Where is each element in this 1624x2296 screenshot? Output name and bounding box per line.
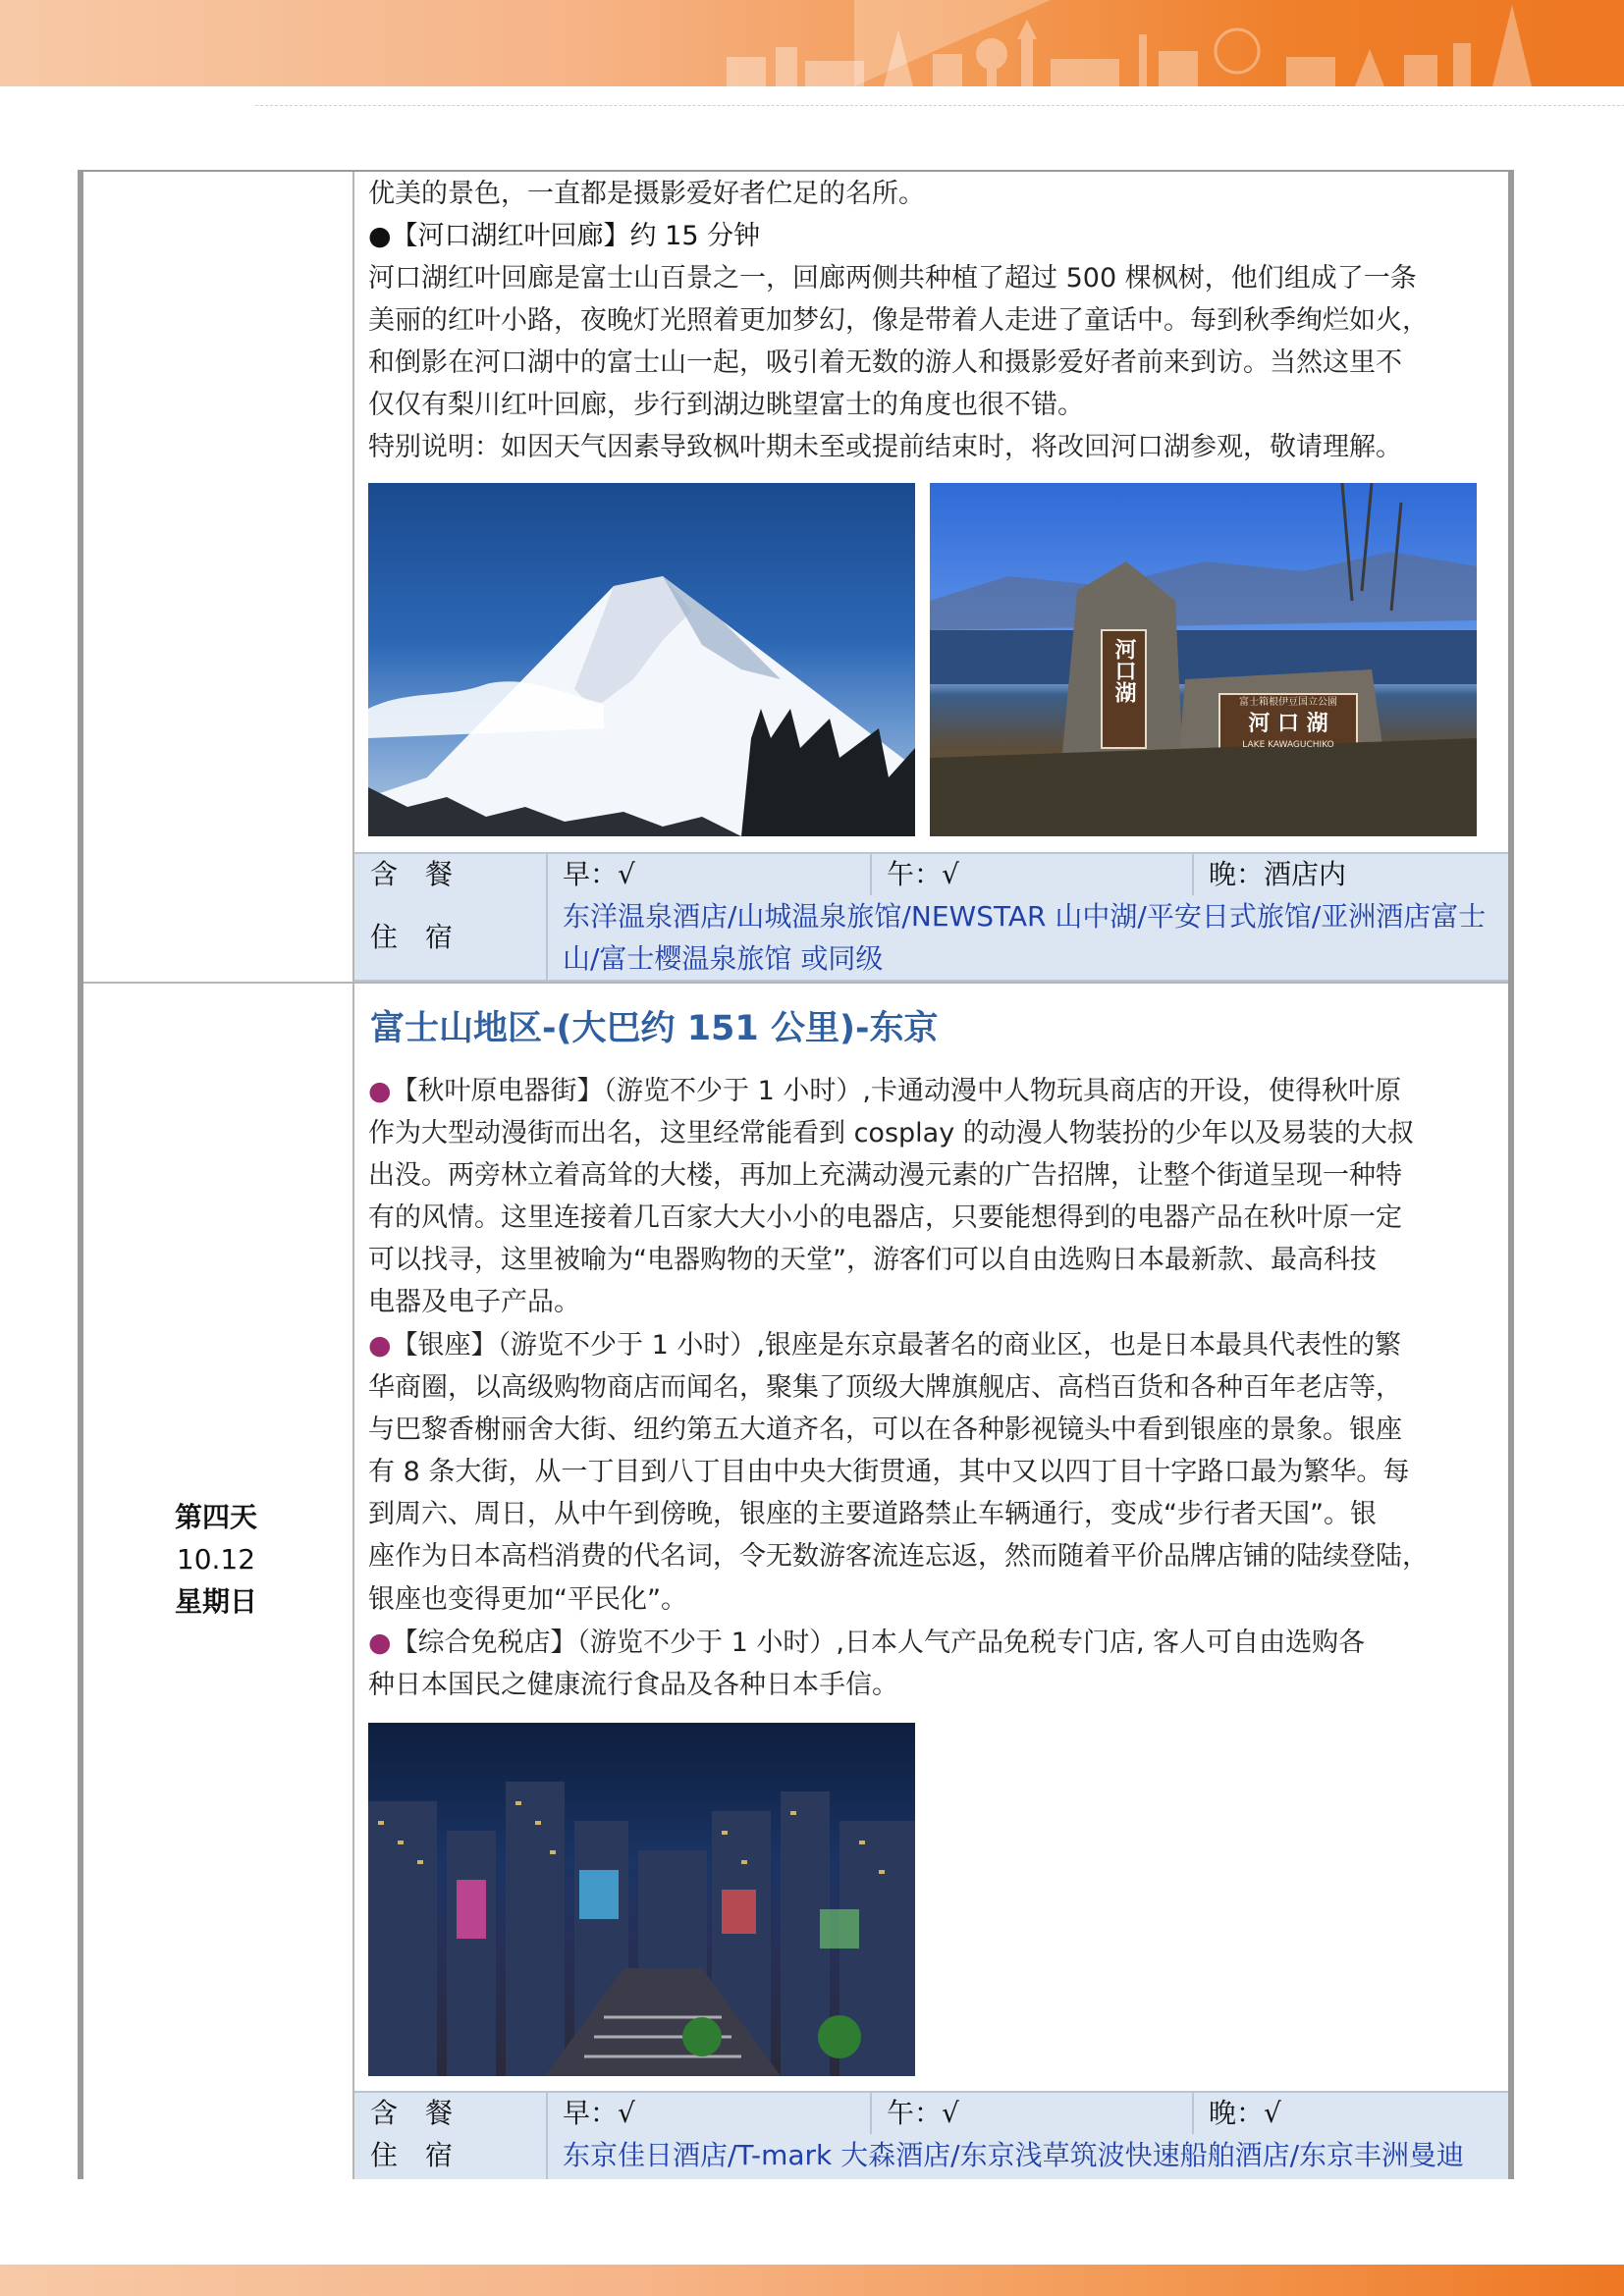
day-date: 10.12 — [176, 1543, 256, 1575]
table-border-top — [78, 170, 1514, 172]
hotel-list-line: 山/富士樱温泉旅馆 或同级 — [563, 942, 884, 975]
hotel-label: 住 宿 — [370, 2139, 454, 2171]
header-banner — [0, 0, 1624, 86]
breakfast-value: 早：√ — [563, 2097, 635, 2129]
hotel-list-line: 东洋温泉酒店/山城温泉旅馆/NEWSTAR 山中湖/平安日式旅馆/亚洲酒店富士 — [563, 900, 1487, 933]
bullet-icon: ● — [368, 1628, 392, 1658]
cell-divider — [546, 2093, 548, 2134]
paragraph-line: 作为大型动漫街而出名，这里经常能看到 cosplay 的动漫人物装扮的少年以及易装的大叔 — [368, 1118, 1414, 1148]
attraction-paragraph: ●【秋叶原电器街】（游览不少于 1 小时）,卡通动漫中人物玩具商店的开设，使得秋叶原 — [368, 1076, 1401, 1106]
cell-divider — [1192, 2093, 1194, 2134]
cell-divider — [546, 854, 548, 895]
paragraph-line: 种日本国民之健康流行食品及各种日本手信。 — [368, 1670, 898, 1700]
paragraph-line: 特别说明：如因天气因素导致枫叶期未至或提前结束时，将改回河口湖参观，敬请理解。 — [368, 432, 1402, 462]
lunch-value: 午：√ — [887, 858, 959, 890]
sign-text-main: 河 口 湖 — [1248, 712, 1328, 736]
paragraph-line: 和倒影在河口湖中的富士山一起，吸引着无数的游人和摄影爱好者前来到访。当然这里不 — [368, 347, 1402, 378]
cell-divider — [870, 2093, 872, 2134]
sign-subtitle: 富士箱根伊豆国立公園 — [1239, 697, 1337, 708]
attraction-heading: ●【河口湖红叶回廊】约 15 分钟 — [368, 221, 761, 251]
cell-divider — [870, 854, 872, 895]
cell-divider — [546, 895, 548, 980]
paragraph-line: 与巴黎香榭丽舍大街、纽约第五大道齐名，可以在各种影视镜头中看到银座的景象。银座 — [368, 1415, 1402, 1445]
bullet-icon: ● — [368, 1330, 392, 1361]
day-number: 第四天 — [174, 1501, 257, 1533]
route-title: 富士山地区-(大巴约 151 公里)-东京 — [370, 1009, 939, 1048]
hotel-list-line: 东京佳日酒店/T-mark 大森酒店/东京浅草筑波快速船舶酒店/东京丰洲曼迪 — [563, 2139, 1465, 2171]
paragraph-line: 银座也变得更加“平民化”。 — [368, 1584, 687, 1615]
cell-divider — [1192, 854, 1194, 895]
sign-monument-icon — [930, 483, 1477, 836]
meals-row — [354, 2091, 1508, 2136]
footer-banner — [0, 2265, 1624, 2296]
sign-text-en: LAKE KAWAGUCHIKO — [1242, 740, 1334, 750]
skyline-silhouette-icon — [707, 0, 1591, 86]
paragraph-line: 优美的景色，一直都是摄影爱好者伫足的名所。 — [368, 179, 925, 209]
hotel-row — [354, 2134, 1508, 2179]
paragraph-line: 可以找寻，这里被喻为“电器购物的天堂”，游客们可以自由选购日本最新款、最高科技 — [368, 1245, 1377, 1275]
paragraph-line: 出没。两旁林立着高耸的大楼，再加上充满动漫元素的广告招牌，让整个街道呈现一种特 — [368, 1160, 1402, 1191]
paragraph-line: 华商圈，以高级购物商店而闻名，聚集了顶级大牌旗舰店、高档百货和各种百年老店等， — [368, 1372, 1402, 1403]
lake-kawaguchiko-photo — [930, 483, 1477, 836]
bullet-icon: ● — [368, 1076, 392, 1106]
tokyo-night-photo — [368, 1723, 915, 2076]
paragraph-line: 有 8 条大街，从一丁目到八丁目由中央大街贯通，其中又以四丁目十字路口最为繁华。每 — [368, 1457, 1410, 1487]
paragraph-line: 到周六、周日，从中午到傍晚，银座的主要道路禁止车辆通行，变成“步行者天国”。银 — [368, 1499, 1377, 1529]
paragraph-line: 仅仅有梨川红叶回廊，步行到湖边眺望富士的角度也很不错。 — [368, 390, 1084, 420]
mount-fuji-photo — [368, 483, 915, 836]
meals-label: 含 餐 — [370, 858, 454, 890]
lunch-value: 午：√ — [887, 2097, 959, 2129]
table-border-right — [1508, 170, 1514, 2179]
meals-label: 含 餐 — [370, 2097, 454, 2129]
day-weekday: 星期日 — [174, 1585, 257, 1618]
table-border-left — [78, 170, 83, 2179]
mountain-icon — [368, 483, 915, 836]
hotel-row — [354, 895, 1508, 982]
dinner-value: 晚：√ — [1209, 2097, 1281, 2129]
paragraph-line: 有的风情。这里连接着几百家大大小小的电器店，只要能想得到的电器产品在秋叶原一定 — [368, 1202, 1402, 1233]
cell-divider — [546, 2134, 548, 2179]
paragraph-line: 美丽的红叶小路，夜晚灯光照着更加梦幻，像是带着人走进了童话中。每到秋季绚烂如火， — [368, 305, 1429, 336]
sign-text-vertical: 河口湖 — [1111, 638, 1136, 703]
hotel-label: 住 宿 — [370, 921, 454, 953]
dinner-value: 晚：酒店内 — [1209, 858, 1347, 890]
breakfast-value: 早：√ — [563, 858, 635, 890]
attraction-paragraph: ●【银座】（游览不少于 1 小时）,银座是东京最著名的商业区，也是日本最具代表性的繁 — [368, 1330, 1401, 1361]
meals-row — [354, 852, 1508, 897]
attraction-paragraph: ●【综合免税店】（游览不少于 1 小时）,日本人气产品免税专门店, 客人可自由选购各 — [368, 1628, 1366, 1658]
paragraph-line: 电器及电子产品。 — [368, 1287, 580, 1317]
city-skyline-icon — [368, 1723, 915, 2076]
paragraph-line: 河口湖红叶回廊是富士山百景之一，回廊两侧共种植了超过 500 棵枫树，他们组成了一条 — [368, 263, 1417, 294]
paragraph-line: 座作为日本高档消费的代名词，令无数游客流连忘返，然而随着平价品牌店铺的陆续登陆， — [368, 1541, 1429, 1572]
header-divider — [255, 105, 1624, 106]
table-column-divider — [352, 172, 354, 2179]
